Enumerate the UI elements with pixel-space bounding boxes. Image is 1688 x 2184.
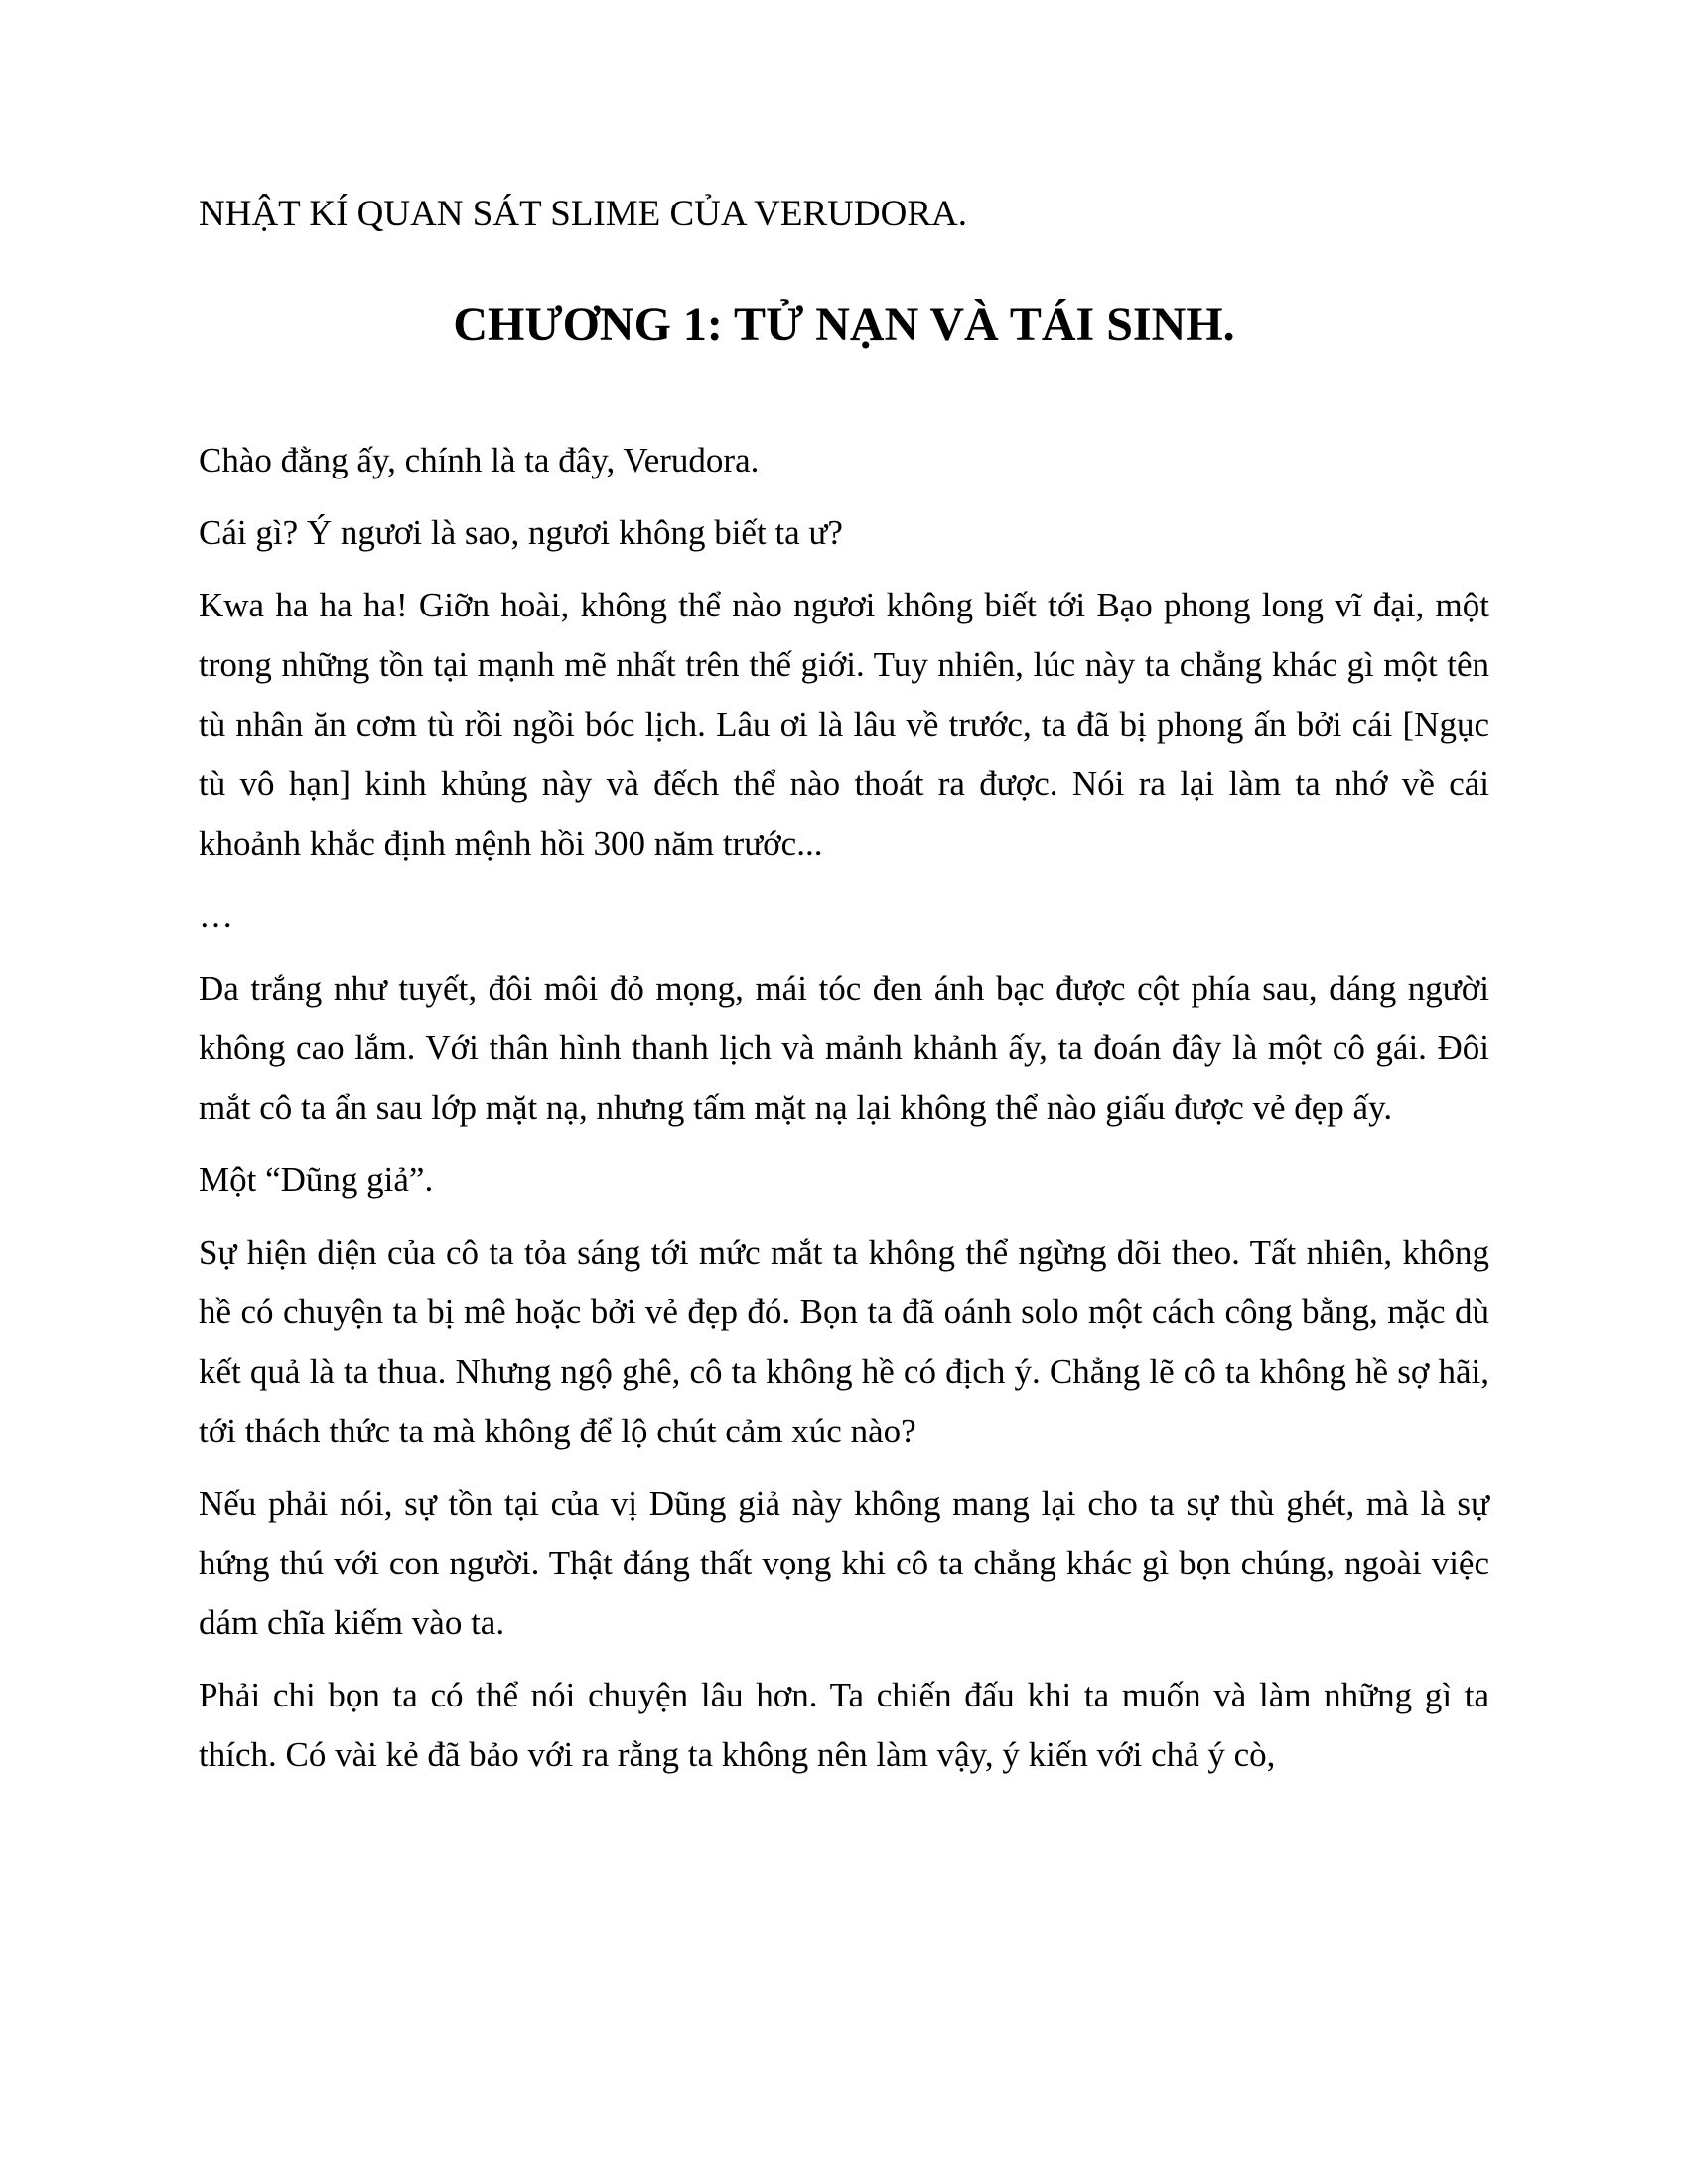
paragraph: Nếu phải nói, sự tồn tại của vị Dũng giả này không mang lại cho ta sự thù ghét, mà là sự hứng thú với con người. Thật đáng thất vọng khi cô ta chẳng khác gì bọn chúng, ngoài việc dám chĩa kiếm vào ta. [199, 1483, 1489, 1642]
document-body [199, 431, 1489, 1785]
paragraph: Da trắng như tuyết, đôi môi đỏ mọng, mái tóc đen ánh bạc được cột phía sau, dáng người không cao lắm. Với thân hình thanh lịch và mảnh khảnh ấy, ta đoán đây là một cô gái. Đôi mắt cô ta ẩn sau lớp mặt nạ, nhưng tấm mặt nạ lại không thể nào giấu được vẻ đẹp ấy. [199, 968, 1489, 1127]
paragraph: Một “Dũng giả”. [199, 1160, 434, 1199]
chapter-heading: CHƯƠNG 1: TỬ NẠN VÀ TÁI SINH. [453, 298, 1235, 351]
paragraph: Phải chi bọn ta có thể nói chuyện lâu hơn. Ta chiến đấu khi ta muốn và làm những gì ta thích. Có vài kẻ đã bảo với ra rằng ta không nên làm vậy, ý kiến với chả ý cò, [199, 1675, 1489, 1774]
paragraph: Kwa ha ha ha! Giỡn hoài, không thể nào ngươi không biết tới Bạo phong long vĩ đại, một trong những tồn tại mạnh mẽ nhất trên thế giới. Tuy nhiên, lúc này ta chẳng khác gì một tên tù nhân ăn cơm tù rồi ngồi bóc lịch. Lâu ơi là lâu về trước, ta đã bị phong ấn bởi cái [Ngục tù vô hạn] kinh khủng này và đếch thể nào thoát ra được. Nói ra lại làm ta nhớ về cái khoảnh khắc định mệnh hồi 300 năm trước... [199, 585, 1489, 863]
paragraph: Cái gì? Ý ngươi là sao, ngươi không biết ta ư? [199, 512, 843, 552]
paragraph: Chào đằng ấy, chính là ta đây, Verudora. [199, 440, 760, 479]
paragraph: Sự hiện diện của cô ta tỏa sáng tới mức mắt ta không thể ngừng dõi theo. Tất nhiên, không hề có chuyện ta bị mê hoặc bởi vẻ đẹp đó. Bọn ta đã oánh solo một cách công bằng, mặc dù kết quả là ta thua. Nhưng ngộ ghê, cô ta không hề có địch ý. Chẳng lẽ cô ta không hề sợ hãi, tới thách thức ta mà không để lộ chút cảm xúc nào? [199, 1232, 1489, 1450]
paragraph: … [199, 895, 233, 935]
document-title: NHẬT KÍ QUAN SÁT SLIME CỦA VERUDORA. [199, 194, 967, 234]
